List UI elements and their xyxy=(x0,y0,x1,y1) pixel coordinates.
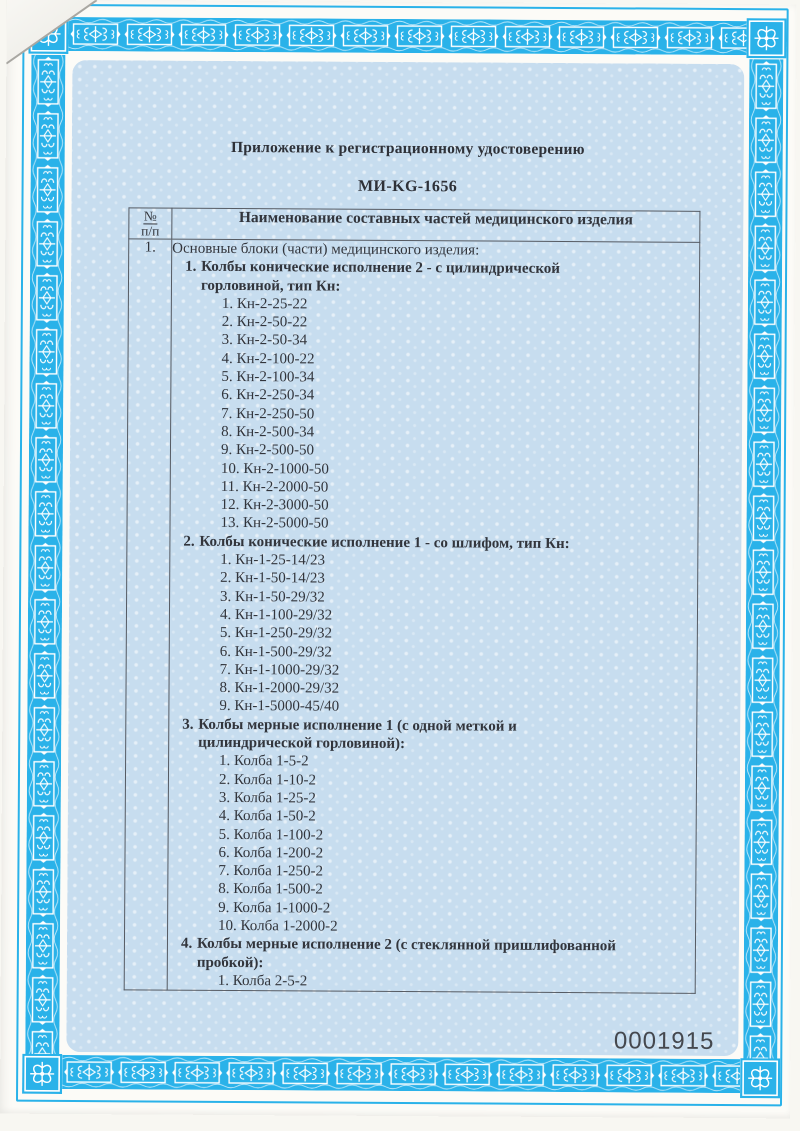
document-body xyxy=(66,60,744,1056)
component-item: 4. Кн-1-100-29/32 xyxy=(219,606,333,624)
row-intro: Основные блоки (части) медицинского изделия: xyxy=(172,240,480,259)
component-item: 7. Кн-1-1000-29/32 xyxy=(219,661,340,679)
component-group xyxy=(170,258,699,536)
group-items xyxy=(218,752,696,938)
ornament-corner-bottom-right-icon xyxy=(740,1058,780,1098)
component-item: 13. Кн-2-5000-50 xyxy=(220,515,329,533)
ornament-border-right xyxy=(743,59,783,1059)
group-title: Колбы мерные исполнение 1 (с одной меткой и цилиндрической горловиной): xyxy=(198,716,517,753)
component-item: 8. Колба 1-500-2 xyxy=(218,881,323,898)
component-group xyxy=(168,935,695,993)
component-item: 1. Кн-1-25-14/23 xyxy=(220,551,326,569)
registration-number: МИ-KG-1656 xyxy=(357,177,458,196)
component-item: 5. Колба 1-100-2 xyxy=(218,826,324,844)
serial-number: 0001915 xyxy=(613,1027,715,1055)
group-number: 2. xyxy=(183,533,195,550)
row-number: 1. xyxy=(124,239,172,990)
component-item: 5. Кн-2-100-34 xyxy=(221,368,315,386)
table-row xyxy=(124,239,700,994)
components-table xyxy=(124,207,701,994)
component-item: 2. Колба 1-10-2 xyxy=(218,771,317,789)
component-item: 4. Кн-2-100-22 xyxy=(221,350,315,368)
ornament-corner-bottom-left-icon xyxy=(22,1054,62,1094)
group-number: 4. xyxy=(180,935,193,953)
component-item: 9. Колба 1-1000-2 xyxy=(218,899,331,917)
component-item: 1. Кн-2-25-22 xyxy=(221,295,308,313)
component-item: 7. Кн-2-250-50 xyxy=(221,405,315,423)
component-item: 6. Кн-1-500-29/32 xyxy=(219,643,332,661)
group-items xyxy=(218,972,695,993)
column-header-number xyxy=(129,208,172,239)
table-header-row xyxy=(129,208,700,242)
component-item: 10. Колба 1-2000-2 xyxy=(218,917,338,935)
component-item: 2. Кн-2-50-22 xyxy=(221,314,308,331)
ornament-border-bottom xyxy=(62,1055,740,1093)
component-groups xyxy=(168,258,699,993)
group-number: 3. xyxy=(182,716,194,733)
group-items xyxy=(219,551,697,719)
group-title: Колбы мерные исполнение 2 (с стеклянной пришлифованной пробкой): xyxy=(196,936,617,971)
component-item: 8. Кн-1-2000-29/32 xyxy=(219,680,340,697)
document-title: Приложение к регистрационному удостоверению xyxy=(230,138,585,159)
component-item: 12. Кн-2-3000-50 xyxy=(220,497,329,514)
row-content-cell xyxy=(167,239,700,993)
component-item: 5. Кн-1-250-29/32 xyxy=(219,625,333,642)
component-group xyxy=(168,715,696,938)
number-sign-label: № xyxy=(143,208,157,224)
group-items xyxy=(220,295,698,536)
number-sub-label: п/п xyxy=(141,223,160,239)
component-item: 7. Колба 1-250-2 xyxy=(218,862,324,880)
component-item: 8. Кн-2-500-34 xyxy=(221,423,315,441)
ornament-corner-top-right-icon xyxy=(746,18,786,58)
component-item: 1. Колба 2-5-2 xyxy=(217,972,308,990)
component-item: 3. Колба 1-25-2 xyxy=(218,789,316,807)
component-item: 2. Кн-1-50-14/23 xyxy=(220,570,325,587)
component-item: 1. Колба 1-5-2 xyxy=(219,753,309,770)
group-number: 1. xyxy=(185,258,197,276)
group-title: Колбы конические исполнение 2 - с цилиндрической горловиной, тип Кн: xyxy=(200,259,561,295)
component-item: 10. Кн-2-1000-50 xyxy=(220,460,329,478)
component-group xyxy=(169,532,697,718)
column-header-name: Наименование составных частей медицинского изделия xyxy=(172,208,700,242)
component-item: 6. Колба 1-200-2 xyxy=(218,844,324,862)
component-item: 9. Кн-2-500-50 xyxy=(220,442,315,459)
page-corner-fold xyxy=(6,0,106,70)
ornament-border-left xyxy=(25,55,65,1055)
component-item: 4. Колба 1-50-2 xyxy=(218,808,316,825)
component-item: 11. Кн-2-2000-50 xyxy=(220,478,329,496)
ornament-border-top xyxy=(68,17,746,55)
component-item: 3. Кн-1-50-29/32 xyxy=(220,588,325,606)
component-item: 6. Кн-2-250-34 xyxy=(221,387,315,404)
component-item: 3. Кн-2-50-34 xyxy=(221,332,308,349)
group-title: Колбы конические исполнение 1 - со шлифом, тип Кн: xyxy=(199,533,570,552)
component-item: 9. Кн-1-5000-45/40 xyxy=(219,698,340,716)
